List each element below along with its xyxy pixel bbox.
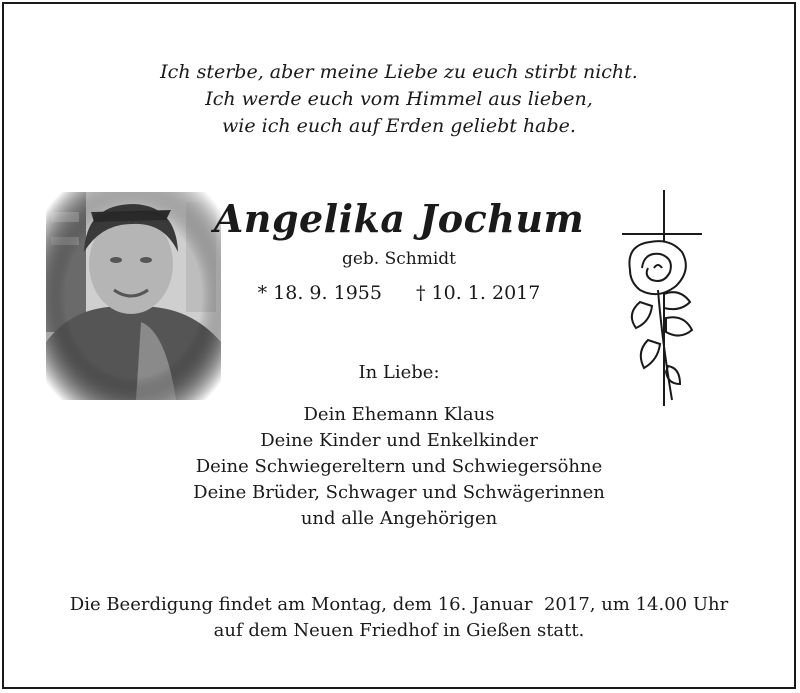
list-item: Deine Kinder und Enkelkinder bbox=[260, 430, 538, 451]
obituary-notice bbox=[2, 2, 796, 689]
funeral-line: Die Beerdigung findet am Montag, dem 16. Januar 2017, um 14.00 Uhr bbox=[69, 594, 729, 615]
deceased-name: Angelika Jochum bbox=[213, 196, 585, 241]
funeral-line: auf dem Neuen Friedhof in Gießen statt. bbox=[213, 620, 585, 641]
mourners-list bbox=[4, 402, 794, 532]
list-item: und alle Angehörigen bbox=[300, 508, 498, 529]
mourners-intro: In Liebe: bbox=[358, 362, 440, 383]
memorial-quote bbox=[4, 59, 794, 140]
death-date: † 10. 1. 2017 bbox=[416, 282, 541, 304]
list-item: Dein Ehemann Klaus bbox=[303, 404, 495, 425]
list-item: Deine Brüder, Schwager und Schwägerinnen bbox=[193, 482, 605, 503]
birth-date: * 18. 9. 1955 bbox=[257, 282, 382, 304]
quote-line: Ich sterbe, aber meine Liebe zu euch stirbt nicht. bbox=[160, 61, 638, 83]
quote-line: wie ich euch auf Erden geliebt habe. bbox=[222, 115, 576, 137]
quote-line: Ich werde euch vom Himmel aus lieben, bbox=[205, 88, 593, 110]
list-item: Deine Schwiegereltern und Schwiegersöhne bbox=[195, 456, 603, 477]
funeral-info bbox=[4, 592, 794, 644]
birth-name: geb. Schmidt bbox=[341, 249, 457, 269]
